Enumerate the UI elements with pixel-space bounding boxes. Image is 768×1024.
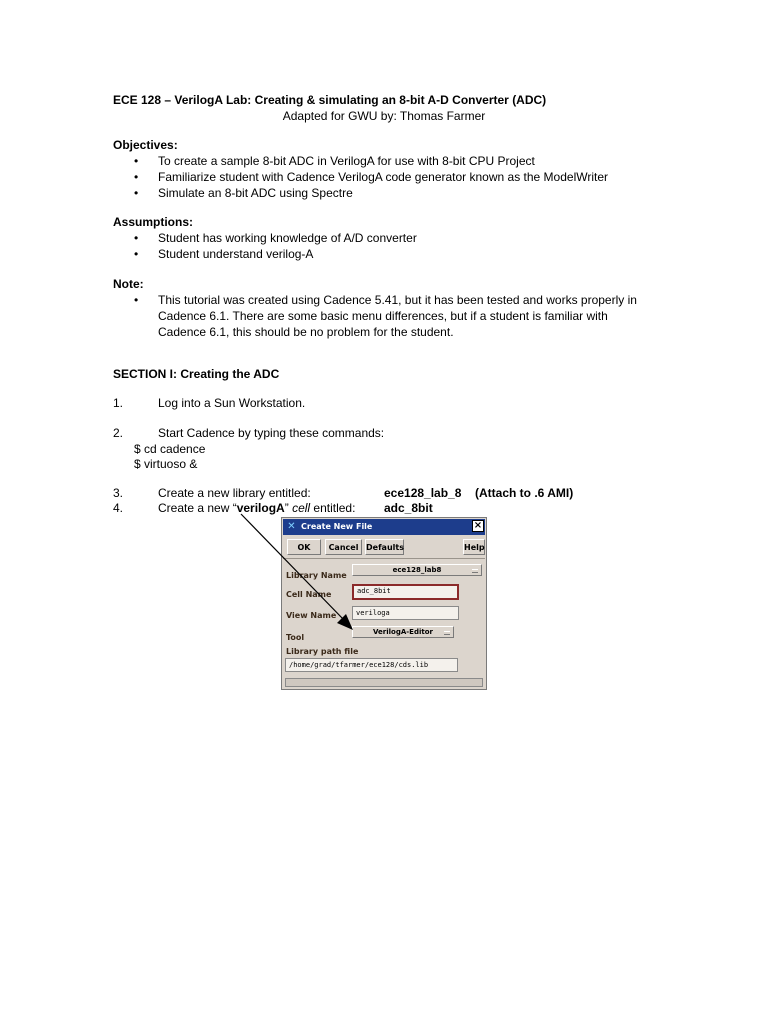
list-item: • Student has working knowledge of A/D converter: [113, 230, 653, 246]
step-text: Log into a Sun Workstation.: [158, 396, 306, 410]
step-text-part: Create a new “: [158, 501, 237, 515]
page-title: ECE 128 – VerilogA Lab: Creating & simulating an 8-bit A-D Converter (ADC): [113, 93, 547, 107]
command-line: $ cd cadence: [134, 442, 206, 456]
view-name-label: View Name: [286, 611, 337, 620]
step-text-part: ”: [284, 501, 293, 515]
step-text: Start Cadence by typing these commands:: [158, 426, 385, 440]
step-number: 2.: [113, 426, 124, 440]
library-path-field[interactable]: /home/grad/tfarmer/ece128/cds.lib: [285, 658, 458, 672]
section-heading: SECTION I: Creating the ADC: [113, 367, 280, 381]
library-path-label: Library path file: [286, 647, 359, 656]
list-item: • Familiarize student with Cadence VerilogA code generator known as the ModelWriter: [113, 169, 653, 185]
objectives-heading: Objectives:: [113, 138, 178, 152]
step-text-bold: verilogA: [236, 501, 285, 515]
library-name-value: ece128_lab8: [392, 566, 442, 574]
list-item: • Simulate an 8-bit ADC using Spectre: [113, 185, 653, 201]
step-text: Create a new library entitled:: [158, 486, 311, 500]
close-icon[interactable]: ×: [473, 520, 483, 531]
view-name-field[interactable]: veriloga: [352, 606, 459, 620]
attach-note: (Attach to .6 AMI): [475, 486, 574, 500]
ok-button[interactable]: OK: [287, 539, 321, 555]
library-name-value: ece128_lab_8: [384, 486, 462, 500]
cell-name-label: Cell Name: [286, 590, 332, 599]
library-name-label: Library Name: [286, 571, 347, 580]
step-text-part: entitled:: [310, 501, 356, 515]
list-item: • Student understand verilog-A: [113, 246, 653, 262]
arrow-line: [241, 514, 344, 620]
page-subtitle: Adapted for GWU by: Thomas Farmer: [282, 109, 486, 123]
note-text: • This tutorial was created using Cadence 5.41, but it has been tested and works properly in Cadence 6.1. There are some basic menu differences, but if a student is familiar with Cadence 6.1, this should be no problem for the student.: [113, 292, 653, 340]
dialog-title: Create New File: [301, 522, 373, 531]
command-line: $ virtuoso &: [134, 457, 198, 471]
cadence-x-icon: ✕: [287, 521, 296, 532]
list-item: • To create a sample 8-bit ADC in VerilogA for use with 8-bit CPU Project: [113, 153, 653, 169]
defaults-button[interactable]: Defaults: [365, 539, 404, 555]
cancel-button[interactable]: Cancel: [325, 539, 362, 555]
assumptions-heading: Assumptions:: [113, 215, 194, 229]
cell-name-value: adc_8bit: [384, 501, 433, 515]
note-heading: Note:: [113, 277, 144, 291]
arrow-head: [337, 614, 353, 630]
step-number: 3.: [113, 486, 124, 500]
cell-name-field[interactable]: adc_8bit: [352, 584, 459, 600]
step-number: 4.: [113, 501, 124, 515]
tool-label: Tool: [286, 633, 305, 642]
step-text-italic: cell: [292, 501, 311, 515]
tool-value: VerilogA-Editor: [373, 628, 433, 636]
step-number: 1.: [113, 396, 124, 410]
help-button[interactable]: Help: [463, 539, 485, 555]
